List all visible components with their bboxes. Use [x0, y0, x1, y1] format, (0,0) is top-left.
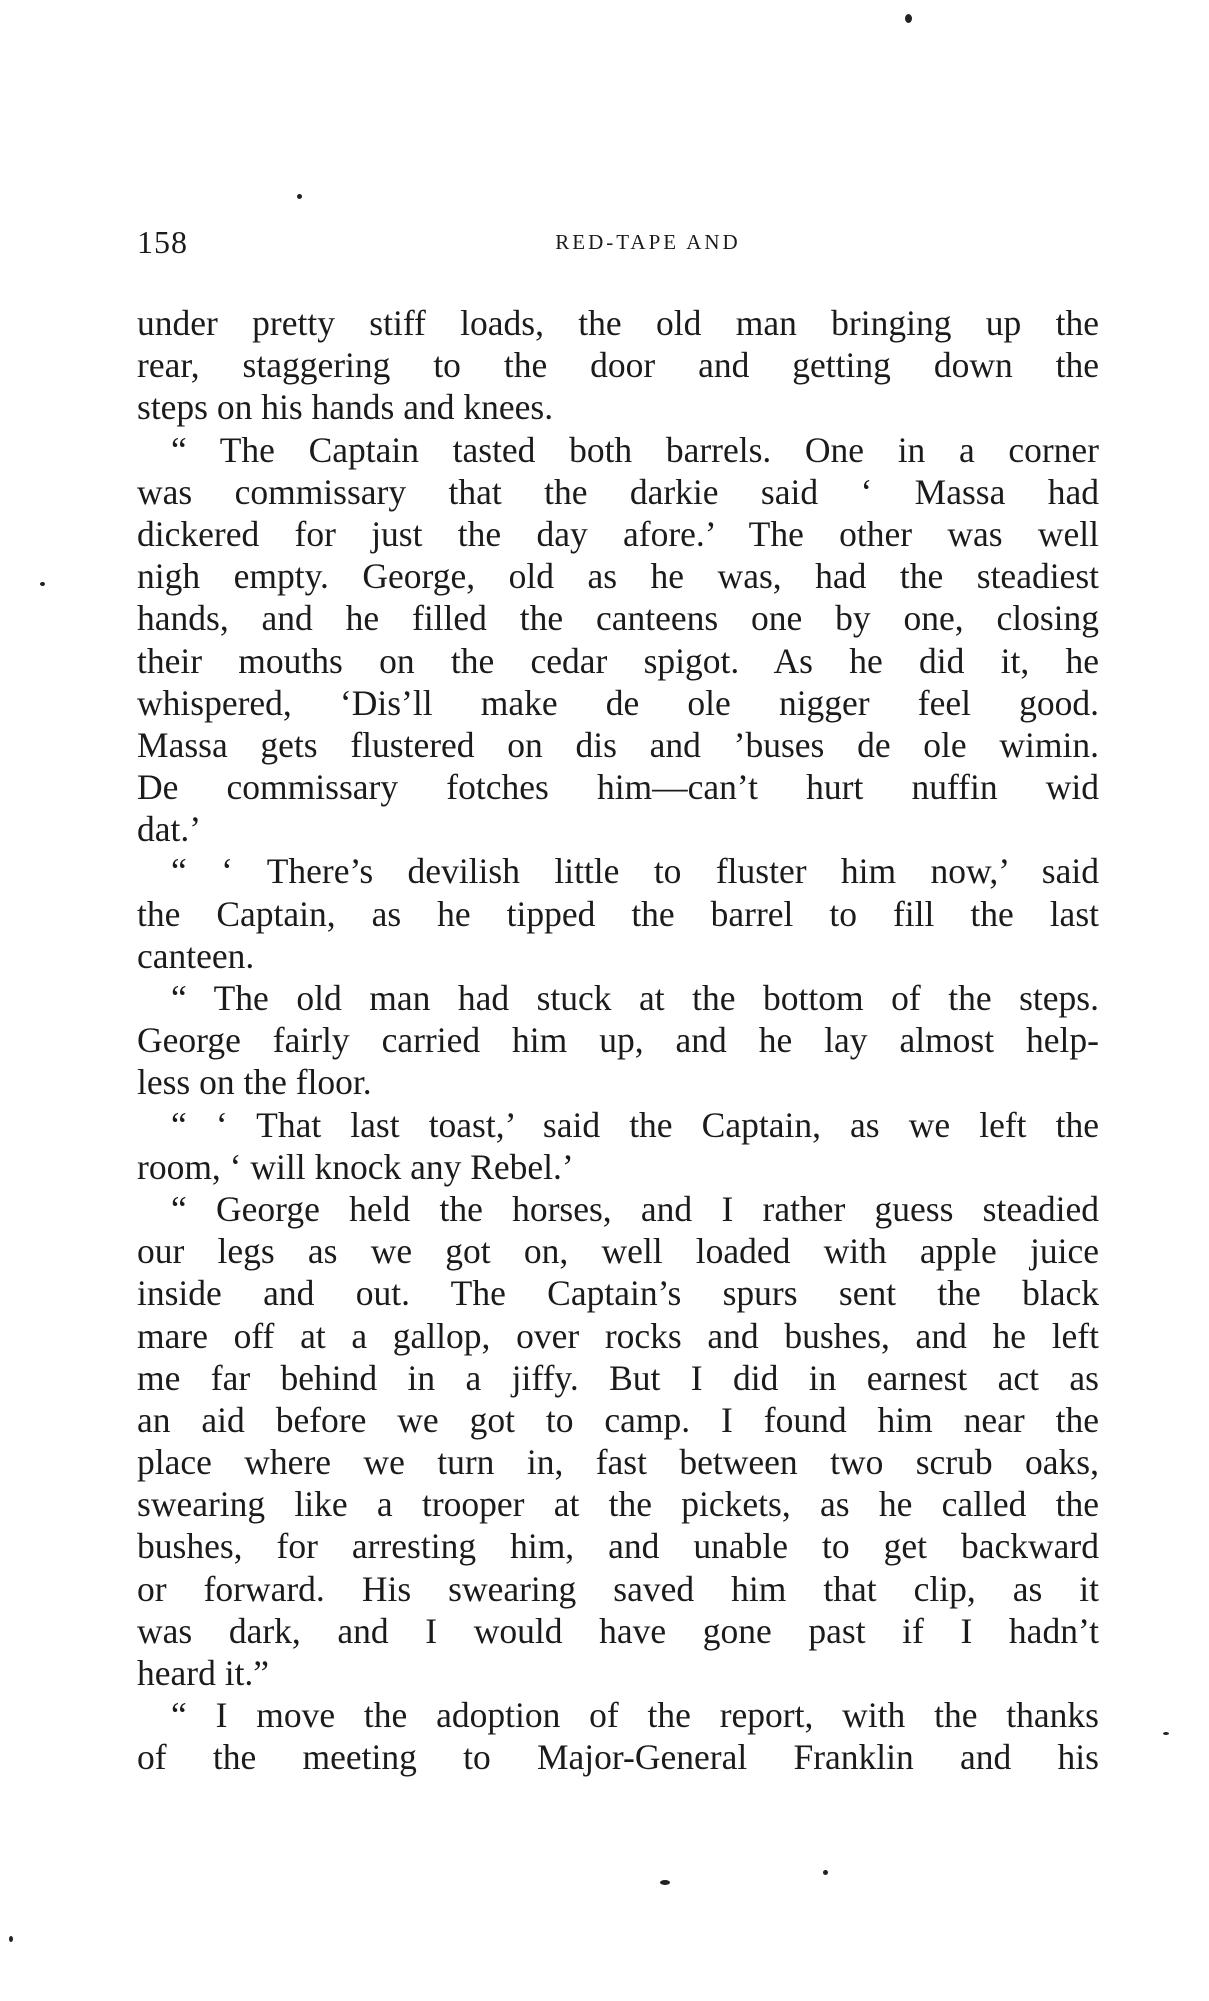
text-line: inside and out. The Captain’s spurs sent the black	[137, 1273, 1099, 1314]
scan-speck	[905, 14, 912, 23]
running-head: RED-TAPE AND	[555, 230, 741, 254]
text-line: nigh empty. George, old as he was, had the steadiest	[137, 556, 1099, 597]
text-line: steps on his hands and knees.	[137, 387, 554, 428]
text-line: “ The old man had stuck at the bottom of the steps.	[171, 978, 1099, 1018]
scan-speck	[823, 1870, 828, 1875]
text-line: dat.’	[137, 809, 202, 850]
text-line: hands, and he filled the canteens one by one, closing	[137, 598, 1099, 639]
text-line: Massa gets flustered on dis and ’buses de ole wimin.	[137, 724, 1099, 765]
scan-speck	[9, 1936, 13, 1942]
text-line: “ ‘ That last toast,’ said the Captain, as we left the	[171, 1104, 1099, 1145]
text-line: our legs as we got on, well loaded with apple juice	[137, 1231, 1099, 1272]
body-text	[137, 302, 1099, 1779]
text-line: rear, staggering to the door and getting down the	[137, 345, 1099, 386]
text-line: or forward. His swearing saved him that clip, as it	[137, 1568, 1099, 1609]
text-line: bushes, for arresting him, and unable to get backward	[137, 1526, 1099, 1567]
scan-speck	[660, 1880, 670, 1885]
text-line: was dark, and I would have gone past if I hadn’t	[137, 1610, 1099, 1651]
text-line: an aid before we got to camp. I found him near the	[137, 1399, 1099, 1440]
page-number: 158	[137, 224, 188, 260]
text-line: mare off at a gallop, over rocks and bushes, and he left	[137, 1315, 1099, 1356]
text-line: heard it.”	[137, 1653, 270, 1693]
text-line: place where we turn in, fast between two scrub oaks,	[137, 1442, 1099, 1483]
text-line: dickered for just the day afore.’ The other was well	[137, 513, 1099, 554]
text-line: the Captain, as he tipped the barrel to fill the last	[137, 893, 1099, 934]
text-line: room, ‘ will knock any Rebel.’	[137, 1146, 574, 1187]
text-line: whispered, ‘Dis’ll make de ole nigger feel good.	[137, 682, 1099, 723]
scan-speck	[1163, 1732, 1169, 1735]
text-line: of the meeting to Major-General Franklin and his	[137, 1737, 1099, 1778]
scan-speck	[40, 582, 45, 586]
text-line: less on the floor.	[137, 1062, 372, 1103]
text-line: me far behind in a jiffy. But I did in earnest act as	[137, 1357, 1099, 1398]
text-line: under pretty stiff loads, the old man bringing up the	[137, 303, 1099, 343]
text-line: was commissary that the darkie said ‘ Massa had	[137, 471, 1099, 512]
text-line: canteen.	[137, 935, 255, 976]
text-line: De commissary fotches him—can’t hurt nuffin wid	[137, 767, 1099, 808]
scan-speck	[297, 194, 302, 199]
text-line: their mouths on the cedar spigot. As he did it, he	[137, 640, 1099, 681]
text-line: “ George held the horses, and I rather guess steadied	[171, 1188, 1099, 1229]
page-header	[137, 224, 1099, 264]
text-line: “ I move the adoption of the report, with the thanks	[171, 1695, 1099, 1736]
text-line: “ ‘ There’s devilish little to fluster him now,’ said	[171, 851, 1099, 892]
text-line: “ The Captain tasted both barrels. One in a corner	[171, 429, 1099, 470]
text-line: swearing like a trooper at the pickets, as he called the	[137, 1484, 1099, 1525]
text-line: George fairly carried him up, and he lay almost help-	[137, 1020, 1099, 1061]
